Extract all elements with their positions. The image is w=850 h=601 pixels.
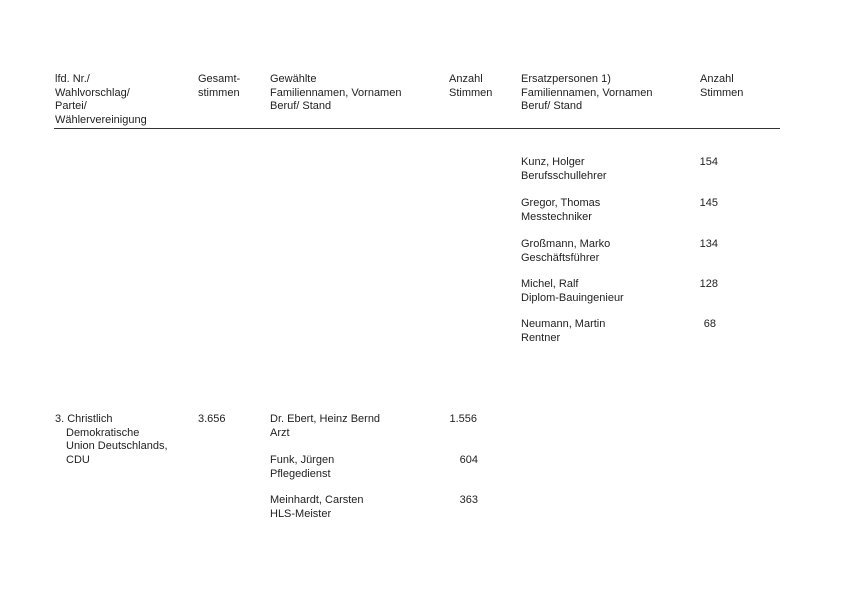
header-total-votes: Gesamt- stimmen	[198, 73, 241, 99]
substitute-votes: 128	[699, 278, 718, 290]
substitute-name: Neumann, Martin	[521, 318, 606, 330]
substitute-occupation: Berufsschullehrer	[521, 170, 607, 182]
substitute-occupation: Messtechniker	[521, 211, 592, 223]
header-rule	[54, 128, 780, 129]
substitute-name: Großmann, Marko	[521, 238, 611, 250]
substitute-name: Gregor, Thomas	[521, 197, 601, 209]
substitute-votes: 68	[703, 318, 716, 330]
substitute-votes: 154	[699, 156, 718, 168]
substitute-occupation: Rentner	[521, 332, 561, 344]
elected-occupation: Pflegedienst	[270, 468, 331, 480]
header-elected-votes: Anzahl Stimmen	[449, 73, 493, 99]
substitute-votes: 134	[699, 238, 718, 250]
substitute-name: Michel, Ralf	[521, 278, 579, 290]
substitute-name: Kunz, Holger	[521, 156, 585, 168]
substitute-occupation: Geschäftsführer	[521, 252, 600, 264]
elected-occupation: Arzt	[270, 427, 290, 439]
substitute-occupation: Diplom-Bauingenieur	[521, 292, 624, 304]
header-list-column: lfd. Nr./ Wahlvorschlag/ Partei/ Wählervereinigung	[55, 73, 147, 126]
party-3-total-votes: 3.656	[198, 413, 226, 425]
elected-votes: 1.556	[449, 413, 477, 425]
elected-votes: 363	[459, 494, 478, 506]
substitute-votes: 145	[699, 197, 718, 209]
party-3-label: 3. Christlich Demokratische Union Deutschlands, CDU	[55, 413, 168, 466]
elected-name: Funk, Jürgen	[270, 454, 335, 466]
header-elected: Gewählte Familiennamen, Vornamen Beruf/ Stand	[270, 73, 402, 112]
header-substitute-votes: Anzahl Stimmen	[700, 73, 744, 99]
elected-name: Meinhardt, Carsten	[270, 494, 364, 506]
header-substitutes: Ersatzpersonen 1) Familiennamen, Vornamen Beruf/ Stand	[521, 73, 653, 112]
elected-name: Dr. Ebert, Heinz Bernd	[270, 413, 381, 425]
elected-votes: 604	[459, 454, 478, 466]
elected-occupation: HLS-Meister	[270, 508, 332, 520]
